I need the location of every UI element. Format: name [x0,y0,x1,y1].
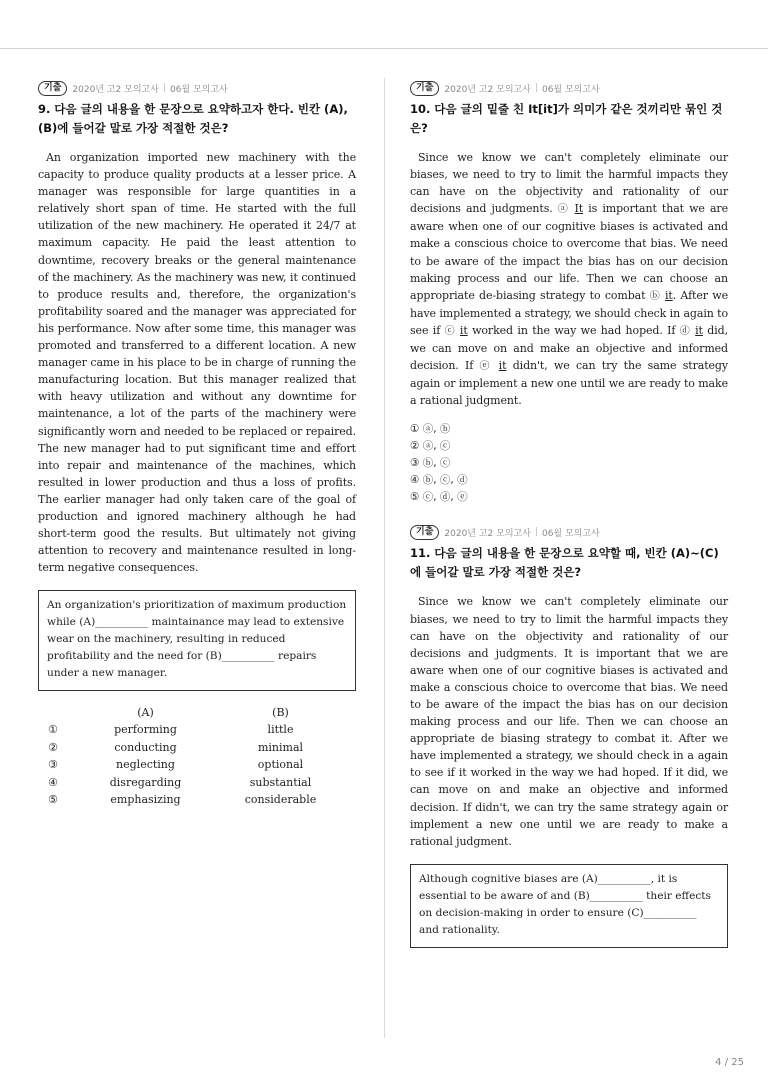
column-a-label: (A) [137,705,154,719]
question-meta [38,80,356,96]
exam-tag-badge: 기출 [410,81,439,96]
question-title: 9. 다음 글의 내용을 한 문장으로 요약하고자 한다. 빈칸 (A), (B)에 들어갈 말로 가장 적절한 것은? [38,102,348,135]
question-9 [38,80,356,808]
page-number: 4 / 25 [715,1057,744,1068]
choice-row[interactable] [38,721,356,739]
exam-month: 06월 모의고사 [541,84,600,95]
question-meta [410,524,728,540]
choice-row[interactable] [38,738,356,756]
option-5[interactable]: ⑤ ⓒ, ⓓ, ⓔ [410,491,468,504]
question-11 [410,524,728,947]
option-3[interactable]: ③ ⓑ, ⓒ [410,457,451,470]
meta-separator: | [534,527,538,538]
choice-number: ⑤ [48,793,58,807]
marker-e: ⓔ [479,361,493,373]
option-1[interactable]: ① ⓐ, ⓑ [410,423,451,436]
marker-c: ⓒ [444,325,456,337]
choice-row[interactable] [38,756,356,774]
choice-a: emphasizing [110,793,181,807]
right-column [410,80,728,948]
choice-number: ④ [48,775,58,789]
exam-tag-badge: 기출 [410,525,439,540]
choice-number: ③ [48,758,58,772]
choice-a: conducting [114,740,177,754]
meta-separator: | [162,83,166,93]
marker-b: ⓑ [649,290,661,302]
header-rule [0,48,768,49]
choice-a: disregarding [109,775,182,789]
underlined-it-e: it [498,359,507,373]
passage-text: Since we know we can't completely eliminate our biases, we need to try to limit the harmful impacts they can have on the objectivity and rationality of our decisions and judgments. ⓐ It is important that we are aware when one of our cognitive biases is activated and make a conscious choice to overcome that bias. We need to be aware of the impact the bias has on our decision making process and our life. Then we can choose an appropriate de-biasing strategy to combat ⓑ it. After we have implemented a strategy, we should check in again to see if ⓒ it worked in the way we had hoped. If ⓓ it did, we can move on and make an objective and informed decision. If ⓔ it didn't, we can try the same strategy again or implement a new one until we are ready to make a rational judgment. [410,151,728,408]
exam-tag-badge: 기출 [38,81,67,96]
column-b-label: (B) [272,705,289,719]
choice-row[interactable] [38,791,356,809]
passage-text: Since we know we can't completely eliminate our biases, we need to try to limit the harmful impacts they can have on the objectivity and rationality of our decisions and judgments. It is important that we are aware when one of our cognitive biases is activated and make a conscious choice to overcome that bias. We need to be aware of the impact the bias has on our decision making process and our life. Then we can choose an appropriate de biasing strategy to combat it. After we have implemented a strategy, we should check in a again to see if it worked in the way we had hoped. If it did, we can move on and make an objective and informed decision. If didn't, we can try the same strategy again or implement a new one until we are ready to make a rational judgment. [410,595,728,848]
choice-number: ① [48,723,58,737]
choice-b: optional [257,758,304,772]
exam-year: 2020년 고2 모의고사 [72,84,159,95]
question-title: 11. 다음 글의 내용을 한 문장으로 요약할 때, 빈칸 (A)~(C)에 들어갈 말로 가장 적절한 것은? [410,546,719,580]
exam-year: 2020년 고2 모의고사 [444,528,531,539]
underlined-it-d: it [695,323,703,337]
marker-a: ⓐ [557,204,570,216]
question-meta [410,80,728,96]
meta-separator: | [534,83,538,93]
underlined-it-c: it [459,323,468,337]
exam-year: 2020년 고2 모의고사 [444,84,531,95]
passage-text: An organization imported new machinery with the capacity to produce quality products at a lesser price. A manager was responsible for large quantities in a relatively short span of time. He started with the full utilization of the new machinery. He operated it 24/7 at maximum capacity. He paid the least attention to downtime, recovery breaks or the general maintenance of the machinery. As the machinery was new, it continued to produce results and, therefore, the organization's profitability soared and the manager was appreciated for his performance. Now after some time, this manager was promoted and transferred to a different location. A new manager came in his place to be in charge of running the manufacturing location. But this manager realized that with heavy utilization and without any downtime for maintenance, a lot of the parts of the machinery were significantly worn and needed to be replaced or repaired. The new manager had to put significant time and effort into repair and maintenance of the machines, which resulted in lower production and thus a loss of profits. The earlier manager had only taken care of the goal of production and ignored machinery although he had short-term good the results. But ultimately not giving attention to recovery and maintenance resulted in long-term negative consequences. [38,151,356,575]
exam-month: 06월 모의고사 [541,528,600,539]
answer-options [410,421,728,506]
question-title: 10. 다음 글의 밑줄 친 It[it]가 의미가 같은 것끼리만 묶인 것은? [410,102,723,135]
summary-box: An organization's prioritization of maximum production while (A)__________ maintainance may lead to extensive wear on the machinery, resulting in reduced profitability and the need for (B)__________ repairs under a new manager. [38,590,356,691]
option-2[interactable]: ② ⓐ, ⓒ [410,440,451,453]
summary-box: Although cognitive biases are (A)__________, it is essential to be aware of and (B)__________ their effects on decision-making in order to ensure (C)__________ and rationality. [410,864,728,948]
underlined-it-b: it [664,288,673,302]
answer-choices [38,703,356,808]
choice-a: performing [114,723,177,737]
choice-b: considerable [244,793,317,807]
choice-b: substantial [249,775,312,789]
choice-b: minimal [257,740,304,754]
question-10 [410,80,728,506]
option-4[interactable]: ④ ⓑ, ⓒ, ⓓ [410,474,468,487]
underlined-it-a: It [574,202,584,216]
choice-row[interactable] [38,773,356,791]
choice-b: little [267,723,294,737]
choice-a: neglecting [116,758,175,772]
marker-d: ⓓ [679,325,691,337]
column-divider [384,78,385,1038]
choice-header [38,703,356,721]
exam-month: 06월 모의고사 [169,84,228,95]
choice-number: ② [48,740,58,754]
